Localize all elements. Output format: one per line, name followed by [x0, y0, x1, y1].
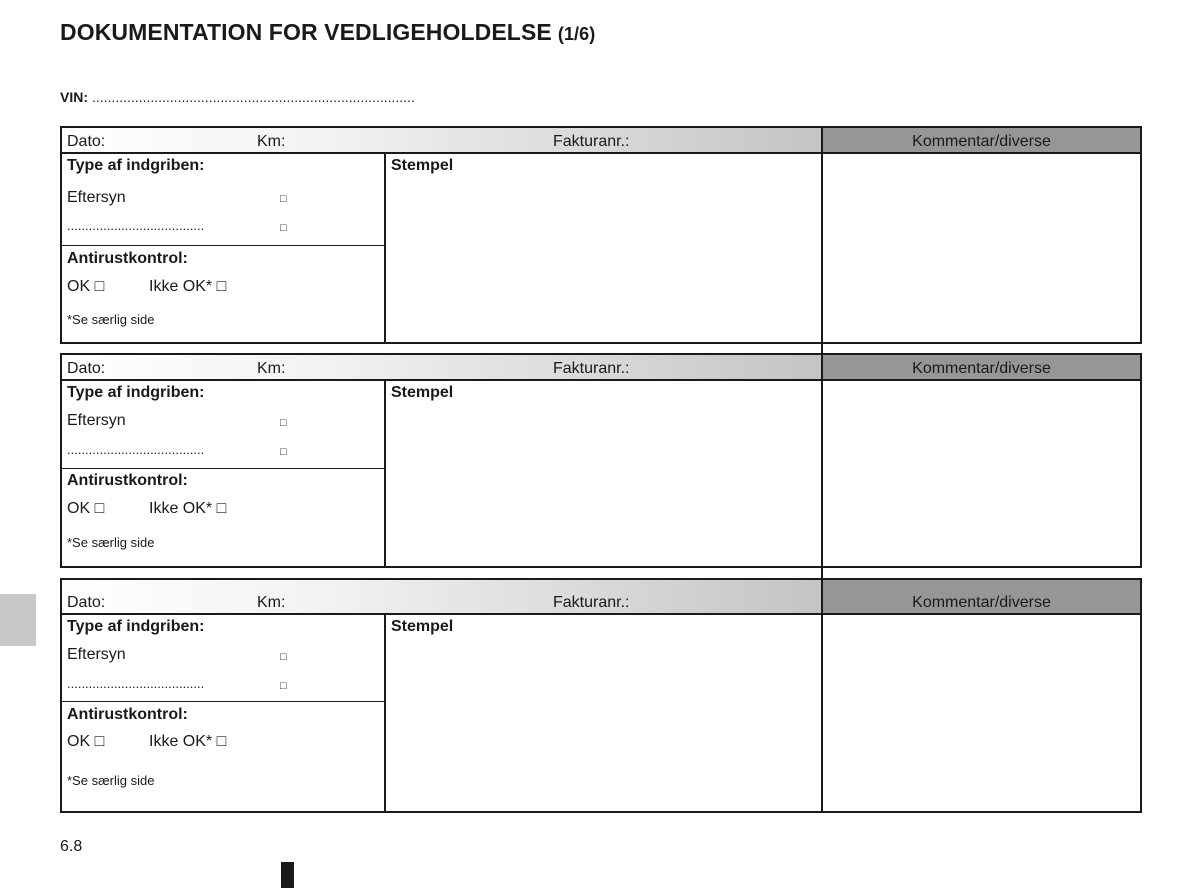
antirust-label: Antirustkontrol:	[67, 706, 188, 723]
vin-row	[60, 89, 415, 105]
fakturanr-field[interactable]: Fakturanr.:	[553, 594, 630, 611]
stamp-area	[386, 615, 823, 811]
km-field[interactable]: Km:	[257, 594, 286, 611]
record-header	[62, 128, 1140, 154]
kommentar-header	[823, 580, 1140, 613]
type-label: Type af indgriben:	[67, 157, 205, 174]
stempel-label: Stempel	[391, 384, 454, 401]
ok-checkbox[interactable]: OK □	[67, 733, 105, 750]
fakturanr-field[interactable]: Fakturanr.:	[553, 360, 630, 377]
comment-field[interactable]	[823, 154, 1140, 342]
eftersyn-label: Eftersyn	[67, 189, 126, 206]
stempel-label: Stempel	[391, 157, 454, 174]
footnote: *Se særlig side	[67, 773, 155, 788]
ok-checkbox[interactable]: OK □	[67, 500, 105, 517]
page-number: 6.8	[60, 838, 83, 855]
record-header	[62, 580, 1140, 615]
comment-field[interactable]	[823, 615, 1140, 811]
dato-field[interactable]: Dato:	[67, 594, 106, 611]
comment-field[interactable]	[823, 381, 1140, 566]
side-tab	[0, 594, 36, 646]
kommentar-label: Kommentar/diverse	[912, 594, 1051, 611]
intervention-section	[62, 381, 386, 566]
page-title-text: DOKUMENTATION FOR VEDLIGEHOLDELSE	[60, 19, 552, 45]
other-intervention-field[interactable]: ......................................	[67, 218, 205, 233]
page-title	[60, 19, 595, 46]
antirust-label: Antirustkontrol:	[67, 250, 188, 267]
other-intervention-field[interactable]: ......................................	[67, 442, 205, 457]
maintenance-record-1	[60, 126, 1142, 344]
page-title-suffix: (1/6)	[557, 24, 596, 44]
bottom-mark	[281, 862, 294, 888]
kommentar-label: Kommentar/diverse	[912, 133, 1051, 150]
stempel-label: Stempel	[391, 618, 454, 635]
eftersyn-checkbox[interactable]: □	[280, 651, 287, 663]
vin-field[interactable]: ...................................................................................	[92, 89, 415, 105]
intervention-section	[62, 154, 386, 342]
intervention-section	[62, 615, 386, 811]
other-checkbox[interactable]: □	[280, 446, 287, 458]
record-header	[62, 355, 1140, 381]
stamp-area	[386, 154, 823, 342]
section-divider	[62, 468, 384, 469]
maintenance-record-3	[60, 578, 1142, 813]
ikke-ok-checkbox[interactable]: Ikke OK* □	[149, 733, 227, 750]
other-checkbox[interactable]: □	[280, 680, 287, 692]
stamp-area	[386, 381, 823, 566]
eftersyn-label: Eftersyn	[67, 412, 126, 429]
other-intervention-field[interactable]: ......................................	[67, 676, 205, 691]
kommentar-header	[823, 128, 1140, 152]
eftersyn-label: Eftersyn	[67, 646, 126, 663]
dato-field[interactable]: Dato:	[67, 360, 106, 377]
kommentar-label: Kommentar/diverse	[912, 360, 1051, 377]
ikke-ok-checkbox[interactable]: Ikke OK* □	[149, 278, 227, 295]
ikke-ok-checkbox[interactable]: Ikke OK* □	[149, 500, 227, 517]
kommentar-header	[823, 355, 1140, 379]
footnote: *Se særlig side	[67, 535, 155, 550]
footnote: *Se særlig side	[67, 312, 155, 327]
type-label: Type af indgriben:	[67, 384, 205, 401]
eftersyn-checkbox[interactable]: □	[280, 193, 287, 205]
fakturanr-field[interactable]: Fakturanr.:	[553, 133, 630, 150]
record-header-main	[62, 580, 823, 613]
record-header-main	[62, 128, 823, 152]
vin-label: VIN:	[60, 89, 88, 105]
section-divider	[62, 245, 384, 246]
type-label: Type af indgriben:	[67, 618, 205, 635]
record-header-main	[62, 355, 823, 379]
dato-field[interactable]: Dato:	[67, 133, 106, 150]
eftersyn-checkbox[interactable]: □	[280, 417, 287, 429]
km-field[interactable]: Km:	[257, 133, 286, 150]
maintenance-record-2	[60, 353, 1142, 568]
section-divider	[62, 701, 384, 702]
other-checkbox[interactable]: □	[280, 222, 287, 234]
km-field[interactable]: Km:	[257, 360, 286, 377]
antirust-label: Antirustkontrol:	[67, 472, 188, 489]
ok-checkbox[interactable]: OK □	[67, 278, 105, 295]
